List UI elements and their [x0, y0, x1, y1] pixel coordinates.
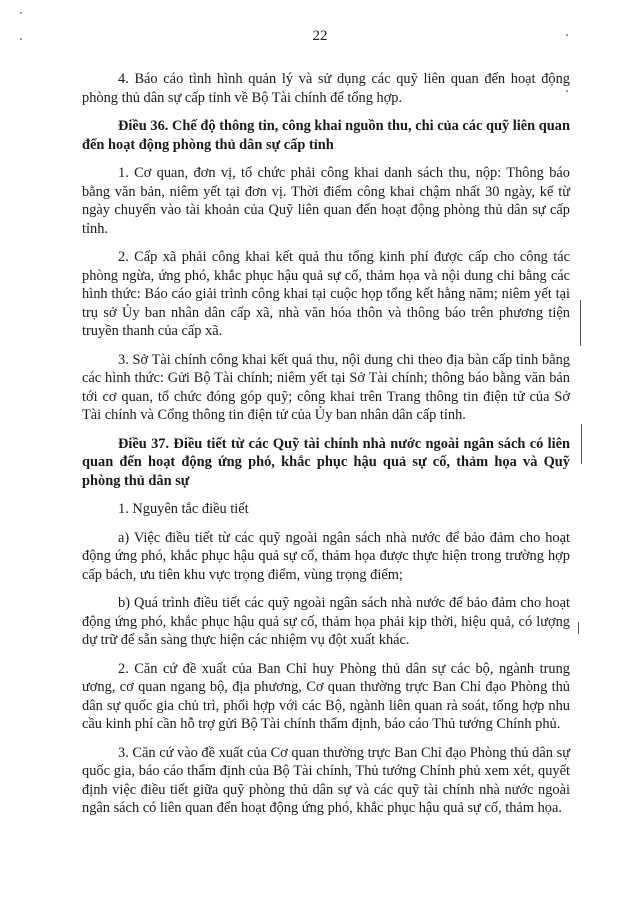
article-36-clause-1: 1. Cơ quan, đơn vị, tổ chức phải công khai danh sách thu, nộp: Thông báo bằng văn bản, niêm yết tại đơn vị. Thời điểm công khai chậm nhất 30 ngày, kể từ ngày chuyển vào tài khoản của Quỹ liên quan đến hoạt động phòng thủ dân sự cấp tỉnh. — [82, 165, 570, 237]
clause-4-report: 4. Báo cáo tình hình quản lý và sử dụng các quỹ liên quan đến hoạt động phòng thủ dân sự cấp tỉnh về Bộ Tài chính để tổng hợp. — [82, 71, 570, 106]
scan-speck — [20, 38, 22, 40]
scan-edge-mark — [578, 622, 579, 634]
scan-edge-mark — [580, 300, 581, 346]
article-36-heading: Điều 36. Chế độ thông tin, công khai nguồn thu, chi của các quỹ liên quan đến hoạt động phòng thủ dân sự cấp tỉnh — [82, 118, 570, 153]
scan-speck — [566, 90, 568, 92]
scan-speck — [20, 12, 22, 14]
article-37-clause-1a: a) Việc điều tiết từ các quỹ ngoài ngân sách nhà nước để bảo đảm cho hoạt động ứng phó, khắc phục hậu quả sự cố, thảm họa được thực hiện trong trường hợp cấp bách, ưu tiên khu vực trọng điểm, vùng trọng điểm; — [82, 529, 570, 583]
article-36-clause-2: 2. Cấp xã phải công khai kết quả thu tổng kinh phí được cấp cho công tác phòng ngừa, ứng phó, khắc phục hậu quả sự cố, thảm họa và nội dung chi bằng các hình thức: Báo cáo giải trình công khai tại cuộc họp tổng kết hằng năm; niêm yết tại trụ sở Ủy ban nhân dân cấp xã, nhà văn hóa thôn và thông báo trên phương tiện truyền thanh của cấp xã. — [82, 249, 570, 339]
article-36-clause-3: 3. Sở Tài chính công khai kết quả thu, nội dung chi theo địa bàn cấp tỉnh bằng các hình thức: Gửi Bộ Tài chính; niêm yết tại Sở Tài chính; thông báo bằng văn bản tới cơ quan, tổ chức đóng góp quỹ; công khai trên Trang thông tin điện tử của Sở Tài chính và Cổng thông tin điện tử của Ủy ban nhân dân cấp tỉnh. — [82, 351, 570, 423]
scan-edge-mark — [581, 424, 582, 464]
article-37-clause-1: 1. Nguyên tắc điều tiết — [118, 501, 249, 517]
article-37-clause-2: 2. Căn cứ đề xuất của Ban Chỉ huy Phòng thủ dân sự các bộ, ngành trung ương, cơ quan ngang bộ, địa phương, Cơ quan thường trực Ban Chỉ đạo Phòng thủ dân sự quốc gia chủ trì, phối hợp với các Bộ, ngành liên quan rà soát, tổng hợp nhu cầu kinh phí cần hỗ trợ gửi Bộ Tài chính thẩm định, báo cáo Thủ tướng Chính phủ. — [82, 660, 570, 732]
article-37-clause-1b: b) Quá trình điều tiết các quỹ ngoài ngân sách nhà nước để bảo đảm cho hoạt động ứng phó, khắc phục hậu quả sự cố, thảm họa phải kịp thời, hiệu quả, có lượng dự trữ để sẵn sàng thực hiện các nhiệm vụ đột xuất khác. — [82, 595, 570, 648]
page-number: 22 — [312, 28, 328, 44]
article-37-clause-3: 3. Căn cứ vào đề xuất của Cơ quan thường trực Ban Chỉ đạo Phòng thủ dân sự quốc gia, báo cáo thẩm định của Bộ Tài chính, Thủ tướng Chính phủ xem xét, quyết định việc điều tiết giữa quỹ phòng thủ dân sự và các quỹ tài chính nhà nước ngoài ngân sách có liên quan đến hoạt động ứng phó, khắc phục hậu quả sự cố, thảm họa. — [82, 744, 570, 816]
document-body — [82, 70, 570, 828]
article-37-heading: Điều 37. Điều tiết từ các Quỹ tài chính nhà nước ngoài ngân sách có liên quan đến hoạt động ứng phó, khắc phục hậu quả sự cố, thảm họa và Quỹ phòng thủ dân sự — [82, 435, 570, 489]
scan-speck — [566, 34, 568, 36]
